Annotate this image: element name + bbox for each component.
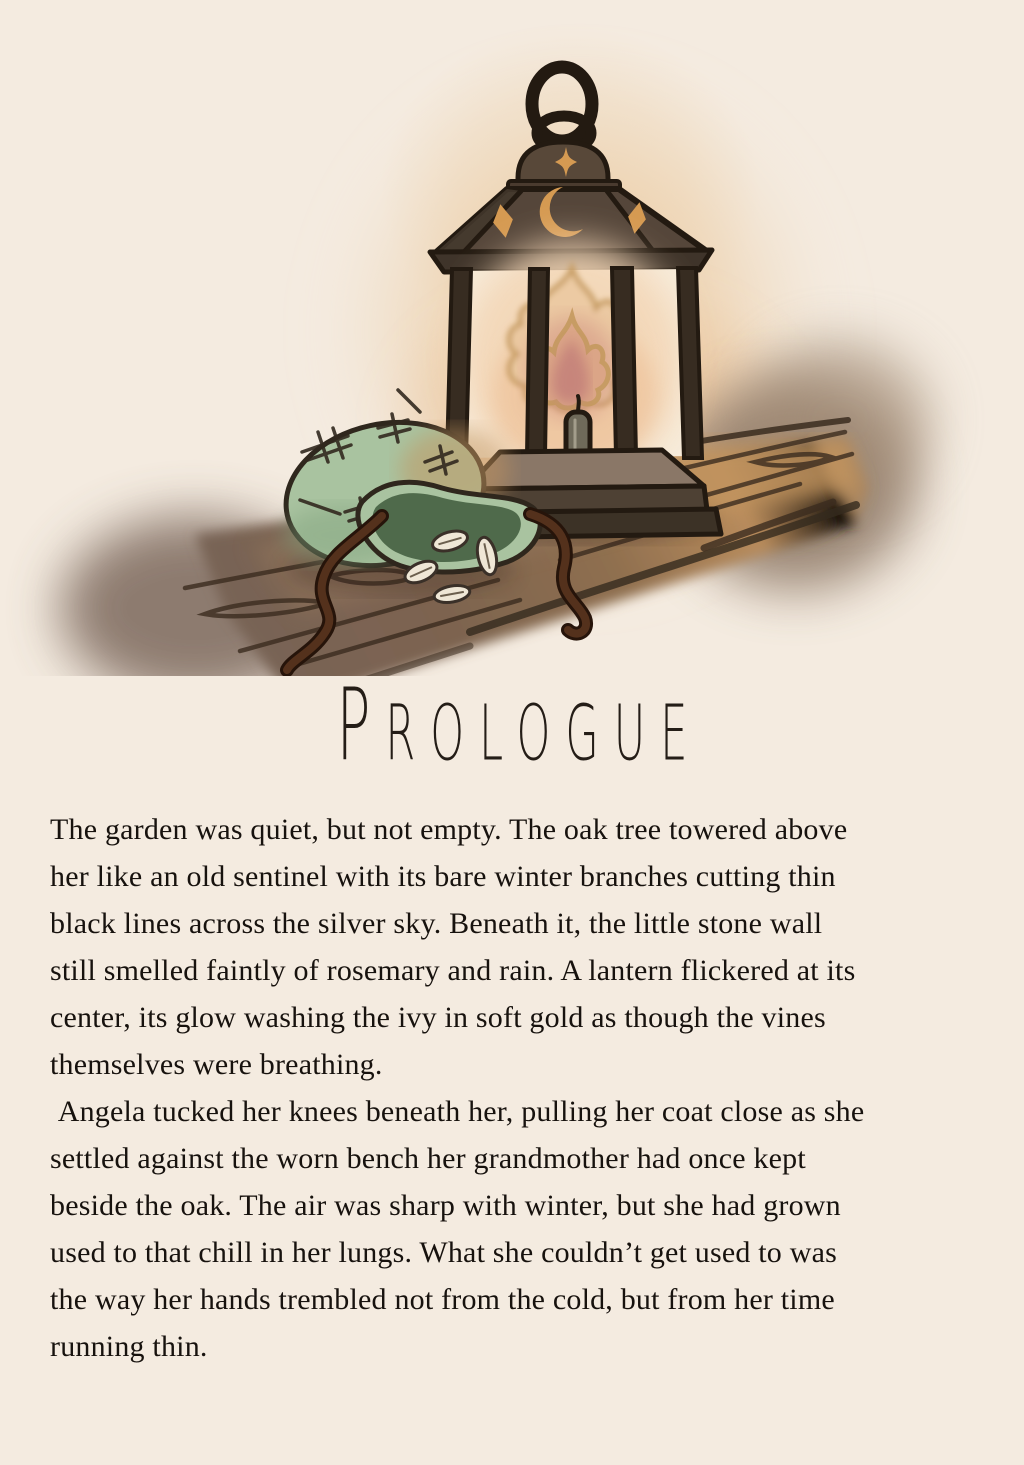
chapter-heading — [0, 668, 1024, 784]
chapter-heading-text — [322, 668, 703, 784]
chapter-heading-rest: ROLOGUE — [385, 689, 703, 779]
chapter-heading-initial: P — [336, 668, 386, 784]
lantern-and-seed-pouch-illustration — [0, 0, 1024, 676]
paragraph: Angela tucked her knees beneath her, pulling her coat close as she settled against the worn bench her grandmother had once kept beside the oak. The air was sharp with winter, but she had grown used to that chill in her lungs. What she couldn’t get used to was the way her hands trembled not from the cold, but from her time running thin. — [50, 1095, 865, 1363]
chapter-body — [0, 806, 1024, 1370]
chapter-illustration — [0, 0, 1024, 676]
paragraph: The garden was quiet, but not empty. The oak tree towered above her like an old sentinel with its bare winter branches cutting thin black lines across the silver sky. Beneath it, the little stone wall still smelled faintly of rosemary and rain. A lantern flickered at its center, its glow washing the ivy in soft gold as though the vines themselves were breathing. — [50, 813, 856, 1081]
